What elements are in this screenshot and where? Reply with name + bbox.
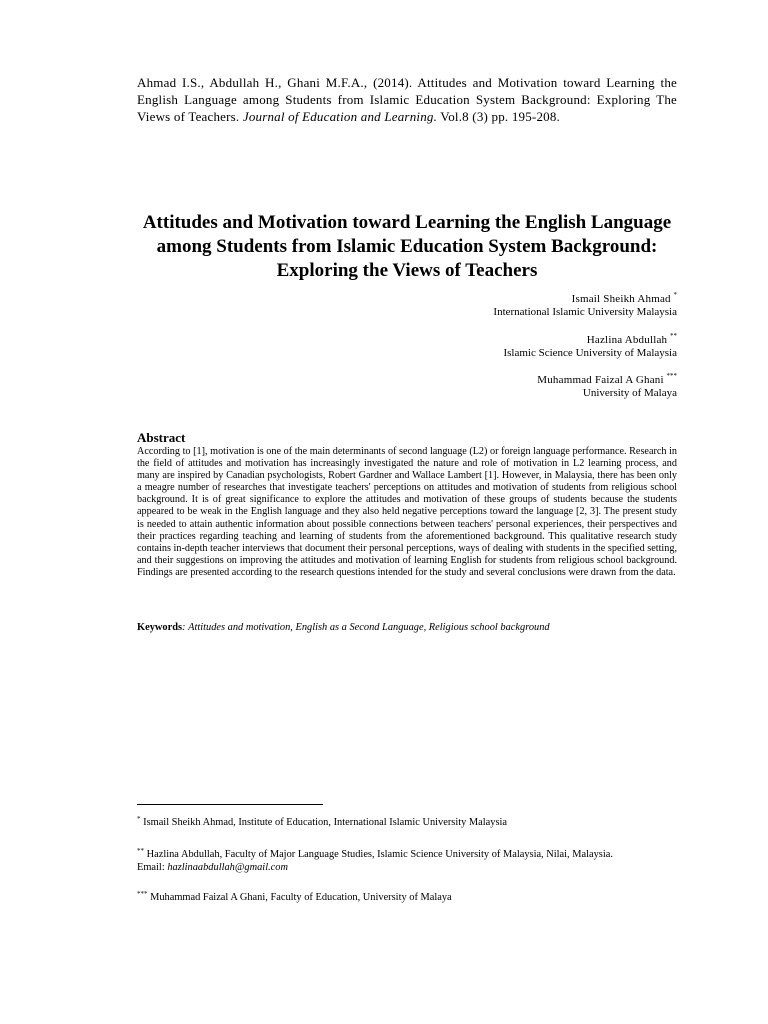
author-mark: ** — [670, 332, 677, 340]
author-block-3 — [537, 374, 677, 400]
author-affiliation: University of Malaya — [582, 387, 677, 399]
abstract-heading: Abstract — [137, 430, 186, 445]
author-name: Hazlina Abdullah — [586, 334, 668, 346]
footnote-mark: ** — [137, 847, 144, 855]
keywords-colon: : — [182, 622, 186, 633]
abstract-body: According to [1], motivation is one of the main determinants of second language (L2) or foreign language performance. Research in the field of attitudes and motivation has increasingly investigated the nature and role of motivation in L2 learning process, and many are inspired by Canadian psychologists, Robert Gardner and Wallace Lambert [1]. However, in Malaysia, there has been only a meagre number of researches that investigate teachers' perceptions on attitudes and motivation of students from religious school background. It is of great significance to explore the attitudes and motivation of these groups of students because the students appeared to be weak in the English language and they also held negative perceptions toward the language [2, 3]. The present study is needed to attain authentic information about possible connections between teachers' personal experiences, their perspectives and their practices regarding teaching and learning of students from the aforementioned background. This qualitative research study contains in-depth teacher interviews that document their personal perceptions, ways of dealing with students in the specified setting, and their suggestions on improving the attitudes and motivation of learning English for students from religious school background. Findings are presented according to the research questions intended for the study and several conclusions were drawn from the data. — [137, 446, 677, 578]
keywords-label: Keywords — [137, 622, 183, 633]
author-mark: *** — [666, 372, 677, 380]
keywords-text: Attitudes and motivation, English as a Second Language, Religious school background — [188, 622, 550, 633]
keywords — [137, 622, 677, 634]
author-name: Muhammad Faizal A Ghani — [537, 374, 664, 386]
email-address: hazlinaabdullah@gmail.com — [167, 862, 288, 873]
author-name: Ismail Sheikh Ahmad — [571, 293, 671, 305]
citation — [137, 74, 677, 125]
footnote-2 — [137, 848, 682, 874]
footnote-1 — [137, 816, 682, 829]
citation-journal: Journal of Education and Learning. — [242, 109, 438, 124]
email-label: Email: — [137, 862, 165, 873]
citation-text: Ahmad I.S., Abdullah H., Ghani M.F.A., (2014). Attitudes and Motivation toward Learning the English Language among Students from Islamic Education System Background: Exploring The Views of Teachers. — [137, 75, 677, 124]
footnote-text: Muhammad Faizal A Ghani, Faculty of Education, University of Malaya — [150, 892, 452, 903]
author-affiliation: Islamic Science University of Malaysia — [503, 347, 677, 359]
footnote-mark: * — [137, 815, 141, 823]
footnote-divider — [137, 804, 323, 805]
footnote-3 — [137, 891, 682, 904]
footnote-mark: *** — [137, 890, 148, 898]
author-block-1 — [493, 293, 677, 319]
author-block-2 — [503, 334, 677, 360]
author-mark: * — [673, 291, 677, 299]
citation-volume: Vol.8 (3) pp. 195-208. — [440, 109, 560, 124]
footnote-text: Hazlina Abdullah, Faculty of Major Language Studies, Islamic Science University of Malaysia, Nilai, Malaysia. — [146, 849, 613, 860]
paper-title: Attitudes and Motivation toward Learning the English Language among Students from Islamic Education System Background: Exploring the Views of Teachers — [142, 212, 672, 281]
author-affiliation: International Islamic University Malaysia — [493, 306, 677, 318]
footnote-text: Ismail Sheikh Ahmad, Institute of Education, International Islamic University Malaysia — [143, 817, 507, 828]
